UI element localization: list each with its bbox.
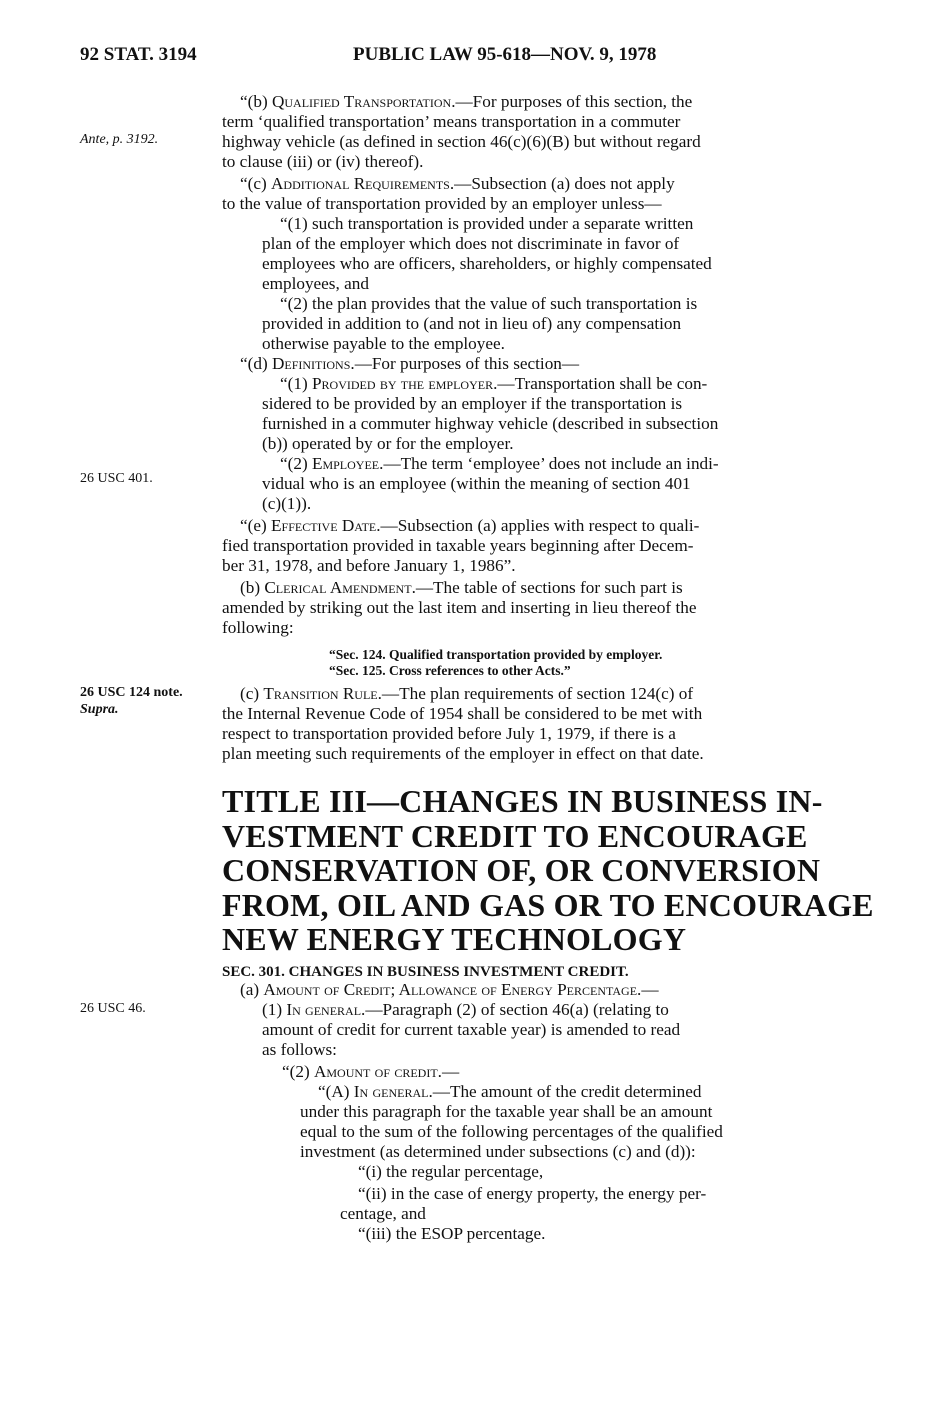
margin-note-supra: Supra.	[80, 702, 119, 717]
margin-note-usc124: 26 USC 124 note.	[80, 685, 183, 700]
text-line: “(i) the regular percentage,	[358, 1162, 544, 1181]
text-line: centage, and	[340, 1204, 426, 1223]
text-line: ber 31, 1978, and before January 1, 1986”.	[222, 556, 516, 575]
text-line: “(iii) the ESOP percentage.	[358, 1224, 546, 1243]
text-line: provided in addition to (and not in lieu of) any compensation	[262, 314, 682, 333]
text-line: “(2) Employee.—The term ‘employee’ does not include an indi-	[280, 454, 719, 473]
text-line: under this paragraph for the taxable year shall be an amount	[300, 1102, 713, 1121]
text-line: equal to the sum of the following percentages of the qualified	[300, 1122, 723, 1141]
text-line: sidered to be provided by an employer if the transportation is	[262, 394, 683, 413]
text-line: furnished in a commuter highway vehicle (described in subsection	[262, 414, 719, 433]
text-line: “(1) such transportation is provided under a separate written	[280, 214, 694, 233]
margin-note-ante: Ante, p. 3192.	[80, 132, 159, 147]
text-line: vidual who is an employee (within the meaning of section 401	[262, 474, 691, 493]
section-heading: SEC. 301. CHANGES IN BUSINESS INVESTMENT CREDIT.	[222, 964, 629, 980]
text-line: highway vehicle (as defined in section 46(c)(6)(B) but without regard	[222, 132, 701, 151]
text-line: to the value of transportation provided by an employer unless—	[222, 194, 662, 213]
text-line: “(A) In general.—The amount of the credit determined	[318, 1082, 702, 1101]
margin-note-usc46: 26 USC 46.	[80, 1001, 146, 1016]
text-line: investment (as determined under subsections (c) and (d)):	[300, 1142, 696, 1161]
text-line: fied transportation provided in taxable years beginning after Decem-	[222, 536, 694, 555]
text-line: (c) Transition Rule.—The plan requirements of section 124(c) of	[240, 684, 694, 703]
margin-note-usc401: 26 USC 401.	[80, 471, 153, 486]
text-line: “(d) Definitions.—For purposes of this section—	[240, 354, 580, 373]
text-line: (1) In general.—Paragraph (2) of section 46(a) (relating to	[262, 1000, 669, 1019]
text-line: amount of credit for current taxable year) is amended to read	[262, 1020, 681, 1039]
table-of-sections-entry: “Sec. 125. Cross references to other Acts.”	[329, 663, 571, 678]
title-line: FROM, OIL AND GAS OR TO ENCOURAGE	[222, 886, 874, 923]
text-line: “(b) Qualified Transportation.—For purposes of this section, the	[240, 92, 693, 111]
title-line: VESTMENT CREDIT TO ENCOURAGE	[222, 817, 808, 854]
text-line: as follows:	[262, 1040, 337, 1059]
text-line: “(e) Effective Date.—Subsection (a) applies with respect to quali-	[240, 516, 700, 535]
text-line: “(2) Amount of credit.—	[282, 1062, 460, 1081]
text-line: “(ii) in the case of energy property, the energy per-	[358, 1184, 707, 1203]
text-line: “(2) the plan provides that the value of such transportation is	[280, 294, 698, 313]
running-head: PUBLIC LAW 95-618—NOV. 9, 1978	[353, 44, 657, 65]
text-line: the Internal Revenue Code of 1954 shall be considered to be met with	[222, 704, 703, 723]
page-number-header: 92 STAT. 3194	[80, 44, 197, 65]
text-line: (b)) operated by or for the employer.	[262, 434, 514, 453]
text-line: plan meeting such requirements of the employer in effect on that date.	[222, 744, 704, 763]
title-heading	[222, 783, 874, 957]
text-line: term ‘qualified transportation’ means transportation in a commuter	[222, 112, 681, 131]
text-line: to clause (iii) or (iv) thereof).	[222, 152, 424, 171]
title-line: CONSERVATION OF, OR CONVERSION	[222, 852, 821, 888]
text-line: “(1) Provided by the employer.—Transportation shall be con-	[280, 374, 708, 393]
text-line: “(c) Additional Requirements.—Subsection (a) does not apply	[240, 174, 675, 193]
title-line: NEW ENERGY TECHNOLOGY	[222, 921, 687, 957]
text-line: employees, and	[262, 274, 369, 293]
text-line: following:	[222, 618, 294, 637]
text-line: otherwise payable to the employee.	[262, 334, 505, 353]
text-line: (a) Amount of Credit; Allowance of Energy Percentage.—	[240, 980, 659, 999]
text-line: (c)(1)).	[262, 494, 312, 513]
text-line: respect to transportation provided before July 1, 1979, if there is a	[222, 724, 676, 743]
title-line: TITLE III—CHANGES IN BUSINESS IN-	[222, 783, 823, 819]
table-of-sections-entry: “Sec. 124. Qualified transportation provided by employer.	[329, 647, 663, 662]
text-line: employees who are officers, shareholders, or highly compensated	[262, 254, 712, 273]
text-line: amended by striking out the last item and inserting in lieu thereof the	[222, 598, 697, 617]
text-line: plan of the employer which does not discriminate in favor of	[262, 234, 680, 253]
text-line: (b) Clerical Amendment.—The table of sections for such part is	[240, 578, 683, 597]
